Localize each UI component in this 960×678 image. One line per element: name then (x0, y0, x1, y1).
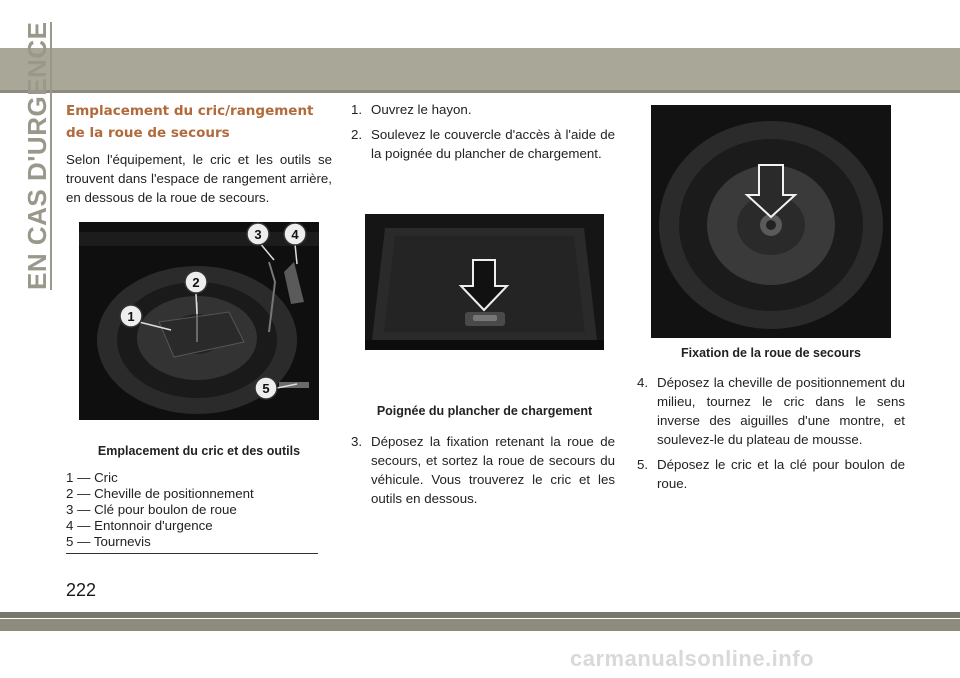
watermark-text: carmanualsonline.info (570, 646, 814, 671)
svg-text:3: 3 (254, 227, 262, 242)
figure3-caption: Fixation de la roue de secours (681, 346, 861, 360)
figure2-caption: Poignée du plancher de chargement (376, 404, 593, 418)
footer-band-lower (0, 619, 960, 631)
svg-text:2: 2 (192, 275, 200, 290)
figure1-caption: Emplacement du cric et des outils (97, 444, 301, 458)
steps-list-a (351, 100, 615, 169)
step-item: 3. Déposez la fixation retenant la roue de secours, et sortez la roue de secours du véhicule. Vous trouverez le cric et les outils en dessous. (351, 434, 615, 506)
footer-band (0, 612, 960, 618)
section-heading: Emplacement du cric/rangement de la roue de secours (66, 103, 314, 141)
callout-3 (247, 223, 269, 245)
legend-item-screwdriver: 5 — Tournevis (66, 534, 151, 549)
step-item: 5. Déposez le cric et la clé pour boulon de roue. (637, 457, 905, 491)
legend-item-positioning-pin: 2 — Cheville de positionnement (66, 486, 254, 501)
svg-text:1: 1 (127, 309, 135, 324)
page-number: 222 (66, 580, 97, 600)
callout-4 (284, 223, 306, 245)
step-item: 2. Soulevez le couvercle d'accès à l'aide de la poignée du plancher de chargement. (351, 127, 615, 161)
header-band (0, 48, 960, 90)
svg-text:5: 5 (262, 381, 270, 396)
figure1-legend (66, 470, 318, 554)
spare-wheel-fastener-photo (651, 105, 891, 338)
callout-2 (185, 271, 207, 293)
intro-paragraph: Selon l'équipement, le cric et les outils se trouvent dans l'espace de rangement arrière, en dessous de la roue de secours. (66, 152, 332, 205)
steps-list-c (637, 373, 905, 499)
callout-5 (255, 377, 277, 399)
side-title-text: EN CAS D'URGENCE (22, 21, 52, 290)
cargo-floor-handle-photo (365, 214, 604, 350)
header-band-shadow (0, 90, 960, 93)
svg-text:4: 4 (291, 227, 299, 242)
legend-item-lug-wrench: 3 — Clé pour boulon de roue (66, 502, 237, 517)
steps-list-b (351, 432, 615, 514)
step-item: 4. Déposez la cheville de positionnement du milieu, tournez le cric dans le sens inverse des aiguilles d'une montre, et soulevez-le du plateau de mousse. (637, 375, 905, 447)
step-item: 1. Ouvrez le hayon. (351, 102, 472, 117)
jack-tools-photo (79, 222, 319, 420)
section-side-title (22, 21, 52, 300)
legend-item-jack: 1 — Cric (66, 470, 118, 485)
legend-item-funnel: 4 — Entonnoir d'urgence (66, 518, 213, 533)
callout-1 (120, 305, 142, 327)
